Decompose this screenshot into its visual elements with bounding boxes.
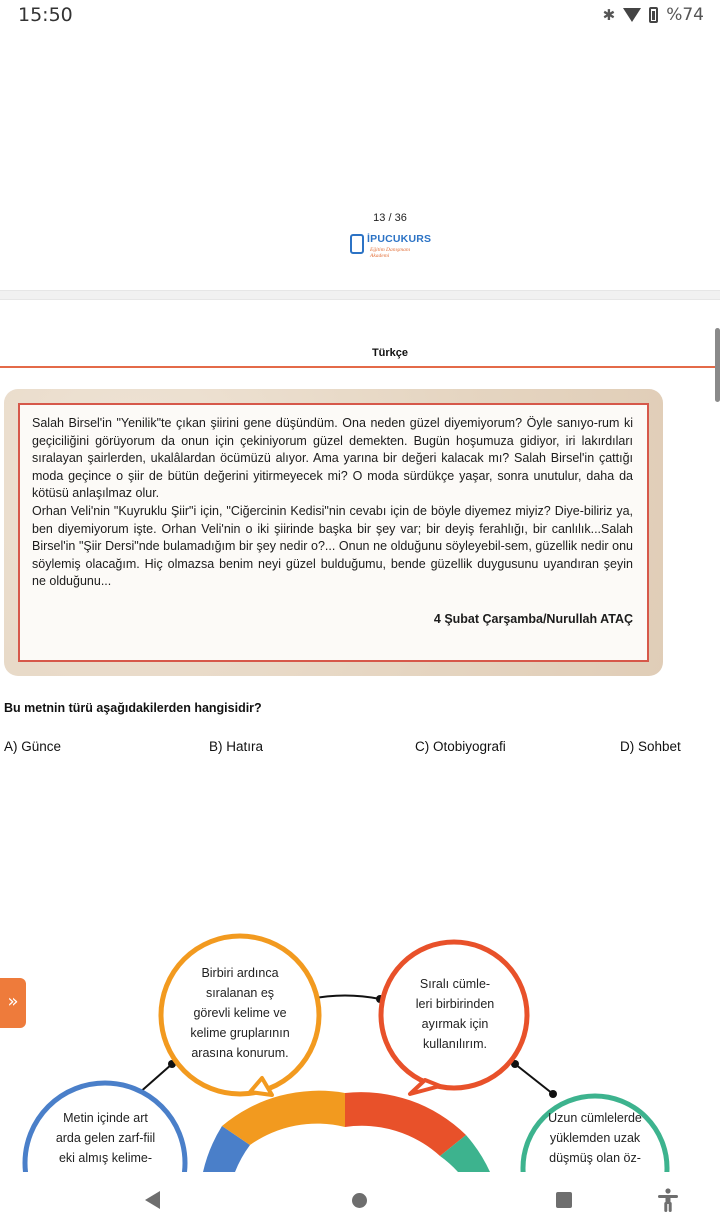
option-a[interactable]: A) Günce — [4, 739, 62, 754]
passage-card — [4, 389, 663, 676]
ipucukurs-logo — [350, 232, 430, 258]
wifi-icon — [623, 8, 641, 22]
logo-mark-icon — [350, 234, 364, 254]
home-icon[interactable] — [352, 1193, 367, 1208]
battery-icon — [649, 7, 658, 23]
question-text: Bu metnin türü aşağıdakilerden hangisidir? — [4, 701, 262, 715]
bluetooth-icon: ✱ — [602, 6, 616, 24]
passage-signature: 4 Şubat Çarşamba/Nurullah ATAÇ — [433, 612, 633, 626]
side-panel-toggle[interactable] — [0, 978, 26, 1028]
bubble-blue-text: Metin içinde art arda gelen zarf-fiil eki almış kelime- — [55, 1111, 156, 1165]
passage-text — [32, 415, 633, 591]
scrollbar-thumb[interactable] — [715, 328, 720, 402]
passage-paragraph-2: Orhan Veli'nin "Kuyruklu Şiir"i için, "Ciğercinin Kedisi"nin cevabı için de böyle diyemez miyiz? Diye-biliriz ya, ben diyemiyorum işte. Orhan Veli'nin o iki şiirinde başka bir şey var; bir deyiş ferahlığı, bir canlılık...Salah Birsel'in "Şiir Dersi"nde bulamadığım bir şey nedir o?... Onun ne olduğunu söyleyebil-sem, güzellik nedir onu söylemiş olacağım. Hiç olmazsa benim neyi güzel bulduğumu, bende güzellik duygusunu uyandıran şeyin ne olduğunu... — [32, 503, 633, 589]
status-icons — [603, 5, 704, 25]
accessibility-icon[interactable] — [657, 1188, 679, 1212]
passage-paragraph-1: Salah Birsel'in "Yenilik"te çıkan şiirini gene düşündüm. Ona neden güzel diyemiyorum? Öyle sanıyo-rum ki geçiciliğini görüyorum da onun için çekiniyorum güzel demekten. Bugün hoşumuza gidiyor, iri lakırdıları sıralayan şairlerden, ukalâlardan öcümüzü alıyor. Ama yarına bir değeri kalacak mı? Salah Birsel'in çattığı moda geçince o şiir de bütün değerini yitirmeyecek mi? O moda sürdükçe yaşar, sonra unutulur, daha da kötüsü anlaşılmaz olur. — [32, 416, 633, 501]
subject-rule — [0, 366, 720, 368]
logo-tagline: Eğitim Danışmanı Akademi — [370, 247, 411, 259]
battery-percent: %74 — [666, 5, 704, 25]
bubble-green-text: Uzun cümlelerde yüklemden uzak düşmüş olan öz- — [548, 1111, 642, 1165]
option-d[interactable]: D) Sohbet — [620, 739, 681, 754]
bubble-orange-text: Birbiri ardınca sıralanan eş görevli kelime ve kelime gruplarının arasına konurum. — [190, 966, 290, 1060]
double-chevron-right-icon: » — [7, 991, 19, 1012]
navigation-bar — [0, 1172, 720, 1229]
subject-title: Türkçe — [371, 347, 409, 359]
page-counter: 13 / 36 — [373, 212, 407, 224]
option-b[interactable]: B) Hatıra — [209, 739, 264, 754]
back-icon[interactable] — [145, 1191, 160, 1209]
status-time: 15:50 — [18, 4, 73, 26]
punctuation-infographic — [0, 930, 720, 1172]
page-divider — [0, 290, 720, 300]
bubble-red-text: Sıralı cümle- leri birbirinden ayırmak için kullanılırım. — [415, 977, 495, 1051]
recents-icon[interactable] — [556, 1192, 572, 1208]
option-c[interactable]: C) Otobiyografi — [415, 739, 506, 754]
status-bar — [0, 0, 720, 32]
passage-frame — [18, 403, 649, 662]
logo-brand: İPUCUKURS — [367, 233, 432, 245]
